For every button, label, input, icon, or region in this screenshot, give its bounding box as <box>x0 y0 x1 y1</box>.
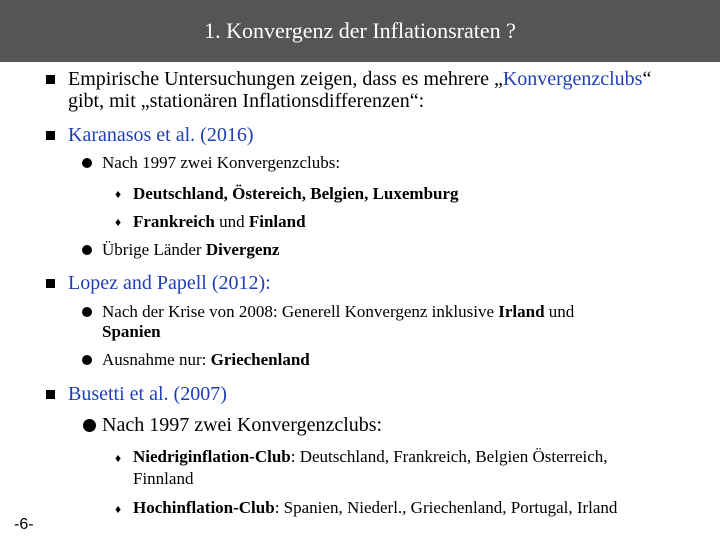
lopez-sub2 <box>102 350 310 370</box>
club1-line2-text: Finnland <box>133 469 194 488</box>
und-text: und <box>214 212 249 231</box>
karanasos-sub1: Nach 1997 zwei Konvergenzclubs: <box>102 153 341 172</box>
intro-text-a: Empirische Untersuchungen zeigen, dass es mehrere „ <box>68 68 503 90</box>
lopez-sub1 <box>102 302 702 342</box>
busetti-club2 <box>133 497 713 519</box>
griechenland-text: Griechenland <box>210 350 310 369</box>
finland-text: Finland <box>248 212 306 231</box>
dot-bullet-icon <box>82 245 92 255</box>
uebrige-text: Übrige Länder <box>102 240 206 259</box>
dot-bullet-icon <box>82 307 92 317</box>
diamond-bullet-icon: ♦ <box>115 451 122 465</box>
konvergenzclubs-link[interactable]: Konvergenzclubs <box>502 68 643 90</box>
dot-bullet-icon <box>83 419 96 432</box>
niedriginflation-club-text: Niedriginflation-Club <box>133 447 291 466</box>
lopez-sub1-text: Nach der Krise von 2008: Generell Konvergenz inklusive <box>102 302 499 321</box>
busetti-club1 <box>133 446 713 490</box>
karanasos-club2 <box>133 211 306 233</box>
diamond-bullet-icon: ♦ <box>115 502 122 516</box>
spanien-text: Spanien <box>102 322 161 341</box>
square-bullet-icon <box>46 131 55 140</box>
frankreich-text: Frankreich <box>133 212 215 231</box>
intro-line2: gibt, mit „stationären Inflationsdifferenzen“: <box>68 90 425 112</box>
square-bullet-icon <box>46 279 55 288</box>
hochinflation-club-text: Hochinflation-Club <box>133 498 275 517</box>
karanasos-club1: Deutschland, Östereich, Belgien, Luxemburg <box>133 184 459 203</box>
slide-title: 1. Konvergenz der Inflationsraten ? <box>0 0 720 62</box>
busetti-sub1: Nach 1997 zwei Konvergenzclubs: <box>102 414 383 436</box>
dot-bullet-icon <box>82 158 92 168</box>
intro-text-b: “ <box>642 68 652 90</box>
irland-text: Irland <box>498 302 545 321</box>
club2-members-text: : Spanien, Niederl., Griechenland, Portugal, Irland <box>274 498 618 517</box>
club1-members-text: : Deutschland, Frankreich, Belgien Österreich, <box>290 447 608 466</box>
square-bullet-icon <box>46 390 55 399</box>
intro-text <box>68 68 718 112</box>
karanasos-sub2 <box>102 240 279 260</box>
square-bullet-icon <box>46 75 55 84</box>
karanasos-heading: Karanasos et al. (2016) <box>68 124 254 146</box>
lopez-heading: Lopez and Papell (2012): <box>68 272 271 294</box>
dot-bullet-icon <box>82 355 92 365</box>
busetti-heading: Busetti et al. (2007) <box>68 383 227 405</box>
page-number: -6- <box>14 516 34 533</box>
ausnahme-text: Ausnahme nur: <box>102 350 211 369</box>
diamond-bullet-icon: ♦ <box>115 215 122 229</box>
und-text: und <box>544 302 575 321</box>
diamond-bullet-icon: ♦ <box>115 187 122 201</box>
divergenz-text: Divergenz <box>205 240 280 259</box>
